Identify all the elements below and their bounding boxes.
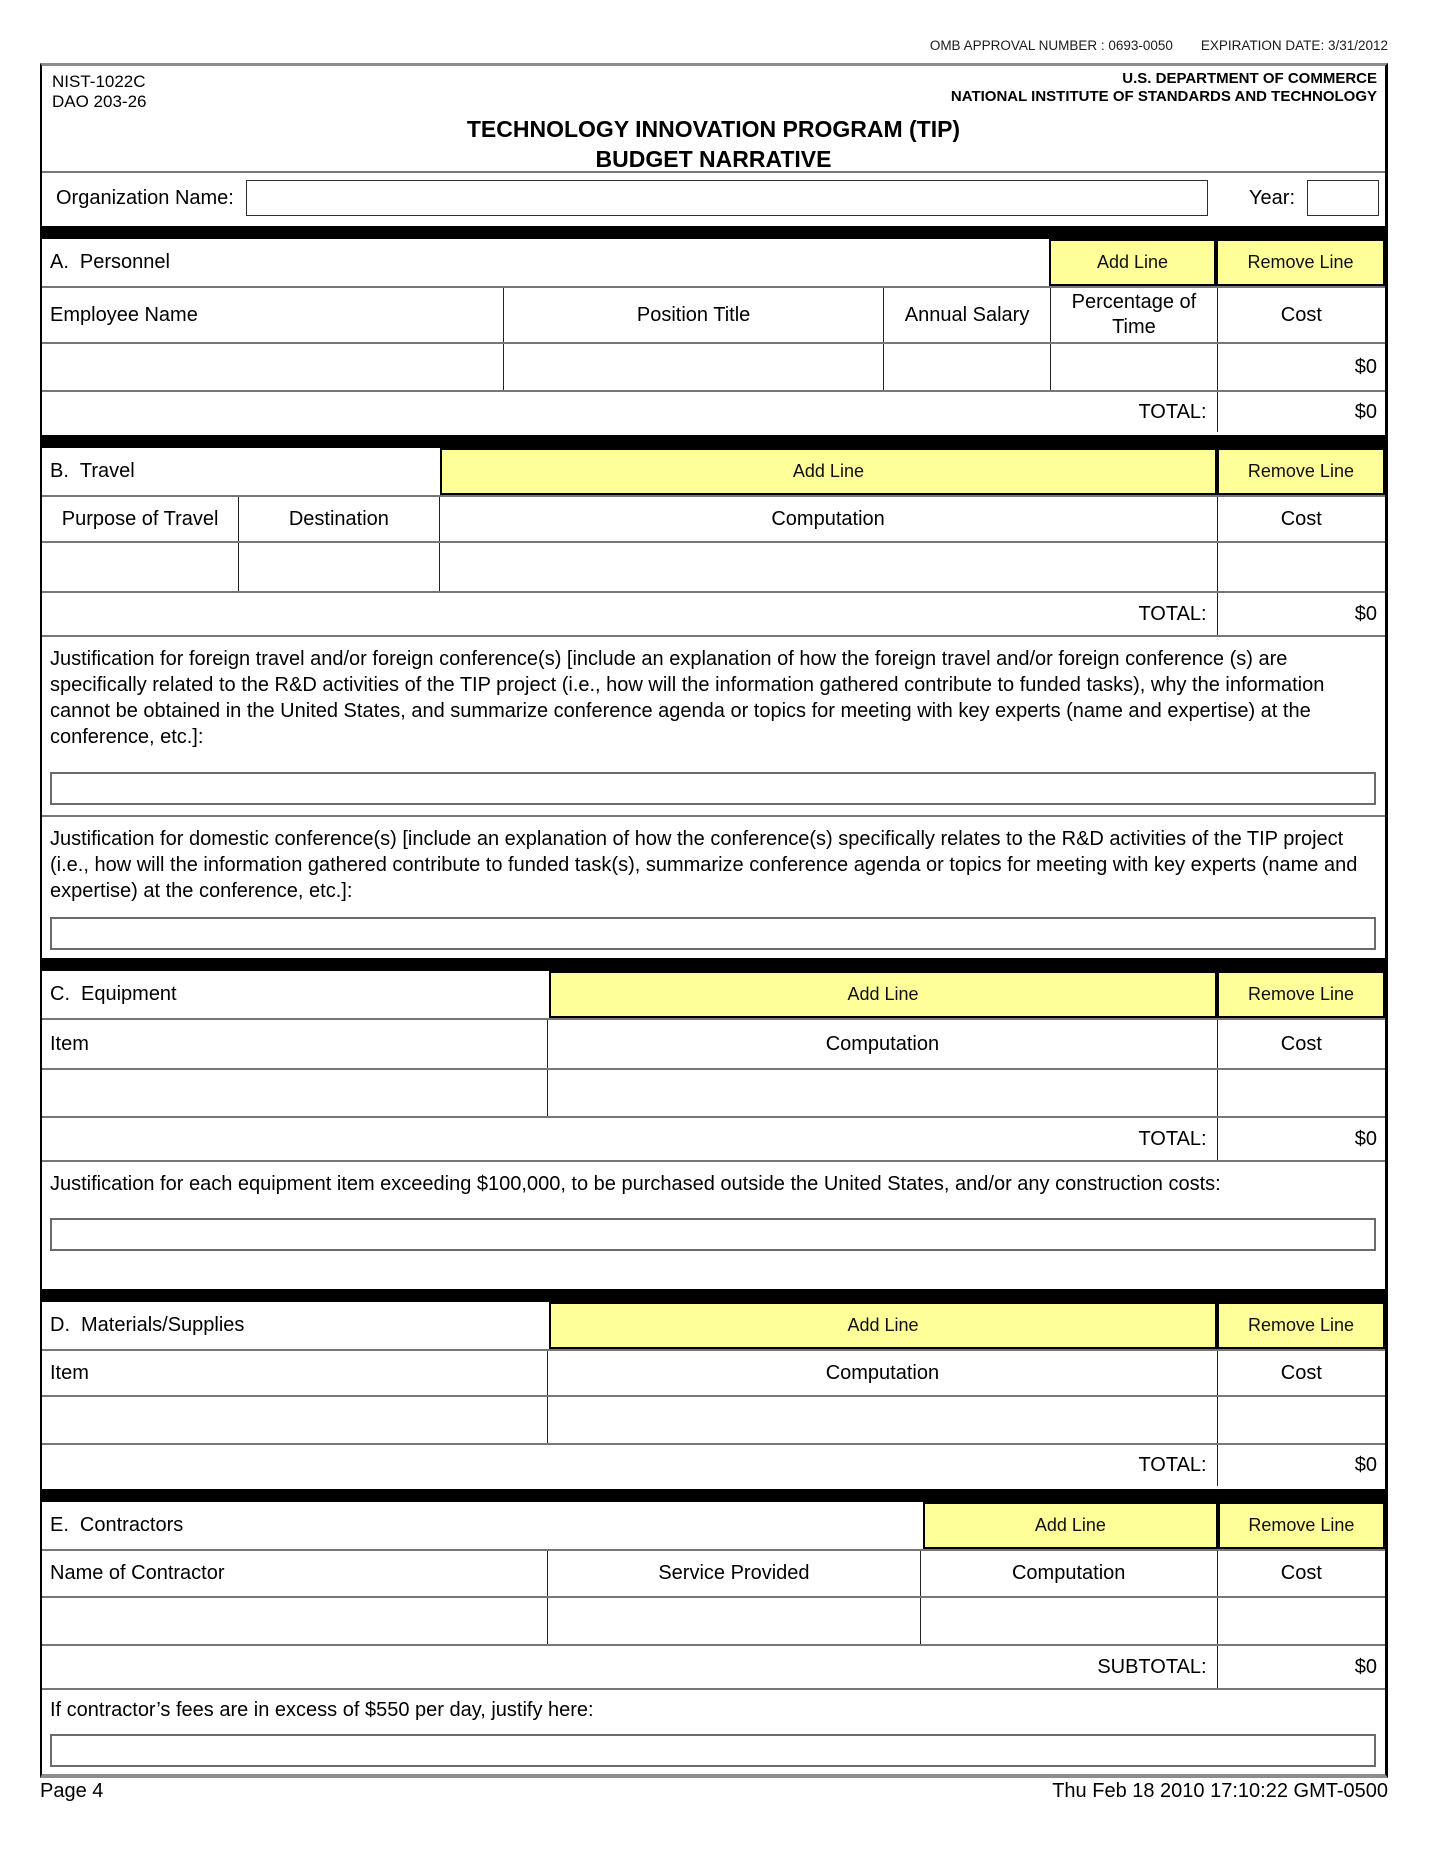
form-number-block (52, 72, 147, 112)
personnel-section-header (42, 239, 1385, 286)
equipment-total-label: TOTAL: (1138, 1127, 1207, 1150)
foreign-travel-justification-text: Justification for foreign travel and/or foreign conference(s) [include an explanation of how the foreign travel and/or foreign conference (s) are specifically related to the R&D activities of the TIP project (i.e., how will the information gathered contribute to funded tasks), why the information cannot be obtained in the United States, and summarize conference agenda or topics for meeting with key experts (name and expertise) at the conference, etc.]: (50, 648, 1325, 748)
materials-section-name: Materials/Supplies (81, 1314, 245, 1336)
form-title-block (42, 114, 1385, 174)
materials-data-row (42, 1395, 1385, 1443)
col-travel-cost: Cost (1217, 497, 1385, 541)
travel-section-letter: B. (50, 460, 69, 482)
contractors-section-name: Contractors (79, 1514, 184, 1536)
contractors-section-header (42, 1502, 1385, 1549)
travel-total-label: TOTAL: (1138, 602, 1207, 625)
travel-section-header (42, 448, 1385, 495)
contractor-fees-justification-input[interactable] (50, 1734, 1376, 1767)
foreign-travel-justification-cell (42, 635, 1385, 815)
year-group (1249, 180, 1385, 216)
remove-line-button-materials[interactable]: Remove Line (1217, 1302, 1385, 1349)
equipment-justification-cell (42, 1160, 1385, 1286)
add-line-button-materials[interactable]: Add Line (549, 1302, 1217, 1349)
department-name: U.S. DEPARTMENT OF COMMERCE (1122, 70, 1377, 87)
col-contractors-cost: Cost (1217, 1551, 1385, 1596)
personnel-data-row (42, 342, 1385, 390)
section-divider-bar (42, 432, 1385, 448)
col-annual-salary: Annual Salary (883, 288, 1050, 342)
materials-section-header (42, 1302, 1385, 1349)
col-service-provided: Service Provided (547, 1551, 920, 1596)
col-equipment-item: Item (50, 1032, 89, 1055)
personnel-row-cost: $0 (1217, 344, 1385, 390)
form-number: NIST-1022C (52, 72, 146, 91)
personnel-employee-name-cell[interactable] (42, 344, 503, 390)
foreign-travel-justification-input[interactable] (50, 772, 1376, 805)
travel-section-label (42, 448, 440, 495)
col-destination: Destination (238, 497, 438, 541)
equipment-column-headers (42, 1018, 1385, 1068)
contractors-column-headers (42, 1549, 1385, 1596)
materials-column-headers (42, 1349, 1385, 1395)
section-divider-bar (42, 1286, 1385, 1302)
equipment-cost-cell (1217, 1070, 1385, 1116)
organization-name-input[interactable] (246, 180, 1208, 216)
col-name-of-contractor: Name of Contractor (50, 1562, 225, 1584)
equipment-section-letter: C. (50, 983, 70, 1005)
col-purpose-of-travel: Purpose of Travel (61, 507, 219, 530)
equipment-justification-input[interactable] (50, 1218, 1376, 1251)
personnel-column-headers (42, 286, 1385, 342)
add-line-button-travel[interactable]: Add Line (440, 448, 1217, 495)
equipment-computation-cell[interactable] (547, 1070, 1217, 1116)
omb-approval-line (930, 38, 1388, 53)
travel-purpose-cell[interactable] (42, 543, 238, 591)
form-subtitle: BUDGET NARRATIVE (595, 146, 832, 172)
materials-section-letter: D. (50, 1314, 70, 1336)
personnel-position-title-cell[interactable] (503, 344, 883, 390)
organization-row (42, 171, 1385, 223)
personnel-section-label (42, 239, 1049, 286)
year-input[interactable] (1307, 180, 1379, 216)
equipment-section-label (42, 971, 549, 1018)
col-position-title: Position Title (503, 288, 883, 342)
col-materials-computation: Computation (547, 1351, 1217, 1395)
personnel-section-name: Personnel (79, 251, 170, 273)
contractors-cost-cell (1217, 1598, 1385, 1644)
remove-line-button-travel[interactable]: Remove Line (1217, 448, 1385, 495)
section-divider-bar (42, 1486, 1385, 1502)
form-title: TECHNOLOGY INNOVATION PROGRAM (TIP) (466, 116, 961, 142)
travel-total-value: $0 (1217, 593, 1385, 635)
materials-total-label: TOTAL: (1138, 1454, 1207, 1476)
col-materials-cost: Cost (1217, 1351, 1385, 1395)
expiration-date: EXPIRATION DATE: 3/31/2012 (1200, 38, 1388, 53)
contractors-subtotal-label: SUBTOTAL: (1097, 1655, 1207, 1678)
equipment-justification-text: Justification for each equipment item exceeding $100,000, to be purchased outside the United States, and/or any construction costs: (50, 1173, 1221, 1195)
personnel-section-letter: A. (50, 251, 69, 273)
col-equipment-computation: Computation (547, 1020, 1217, 1068)
col-percentage-of-time: Percentage of Time (1050, 288, 1216, 342)
add-line-button-contractors[interactable]: Add Line (923, 1502, 1218, 1549)
remove-line-button-equipment[interactable]: Remove Line (1217, 971, 1385, 1018)
col-contractors-computation: Computation (920, 1551, 1217, 1596)
budget-narrative-form (40, 63, 1388, 1778)
remove-line-button-personnel[interactable]: Remove Line (1216, 239, 1385, 286)
page-footer (40, 1780, 1388, 1803)
travel-cost-cell (1217, 543, 1385, 591)
equipment-total-value: $0 (1217, 1118, 1385, 1160)
travel-column-headers (42, 495, 1385, 541)
personnel-total-value: $0 (1217, 392, 1385, 432)
contractors-name-cell[interactable] (42, 1598, 547, 1644)
section-divider-bar (42, 955, 1385, 971)
contractors-service-cell[interactable] (547, 1598, 920, 1644)
page-number: Page 4 (40, 1780, 104, 1802)
domestic-conference-justification-input[interactable] (50, 917, 1376, 950)
equipment-section-header (42, 971, 1385, 1018)
organization-name-label: Organization Name: (56, 186, 234, 209)
contractor-fees-justification-cell (42, 1688, 1385, 1774)
materials-total-row (42, 1443, 1385, 1486)
contractor-fees-note: If contractor’s fees are in excess of $550 per day, justify here: (50, 1699, 594, 1721)
equipment-data-row (42, 1068, 1385, 1116)
materials-item-cell[interactable] (42, 1397, 547, 1443)
institute-name: NATIONAL INSTITUTE OF STANDARDS AND TECHNOLOGY (950, 88, 1377, 105)
personnel-percentage-cell[interactable] (1050, 344, 1216, 390)
personnel-total-label: TOTAL: (1138, 400, 1207, 423)
section-divider-bar (42, 223, 1385, 239)
dao-number: DAO 203-26 (52, 92, 147, 111)
travel-section-name: Travel (79, 460, 135, 482)
col-travel-computation: Computation (439, 497, 1217, 541)
domestic-conference-justification-cell (42, 815, 1385, 955)
contractors-subtotal-value: $0 (1217, 1646, 1385, 1688)
contractors-data-row (42, 1596, 1385, 1644)
equipment-item-cell[interactable] (42, 1070, 547, 1116)
year-label: Year: (1249, 186, 1295, 209)
col-equipment-cost: Cost (1217, 1020, 1385, 1068)
omb-approval-number: OMB APPROVAL NUMBER : 0693-0050 (929, 38, 1173, 53)
materials-total-value: $0 (1217, 1445, 1385, 1486)
remove-line-button-contractors[interactable]: Remove Line (1218, 1502, 1385, 1549)
materials-section-label (42, 1302, 549, 1349)
col-personnel-cost: Cost (1217, 288, 1385, 342)
contractors-computation-cell[interactable] (920, 1598, 1217, 1644)
contractors-section-label (42, 1502, 923, 1549)
travel-total-row (42, 591, 1385, 635)
contractors-subtotal-row (42, 1644, 1385, 1688)
add-line-button-equipment[interactable]: Add Line (549, 971, 1217, 1018)
col-employee-name: Employee Name (50, 303, 198, 326)
equipment-section-name: Equipment (81, 983, 177, 1005)
materials-cost-cell (1217, 1397, 1385, 1443)
materials-computation-cell[interactable] (547, 1397, 1217, 1443)
personnel-total-row (42, 390, 1385, 432)
travel-destination-cell[interactable] (238, 543, 438, 591)
form-header (42, 66, 1385, 171)
equipment-total-row (42, 1116, 1385, 1160)
contractors-section-letter: E. (50, 1514, 69, 1536)
travel-computation-cell[interactable] (439, 543, 1217, 591)
timestamp: Thu Feb 18 2010 17:10:22 GMT-0500 (1052, 1780, 1388, 1802)
col-materials-item: Item (50, 1361, 89, 1384)
personnel-annual-salary-cell[interactable] (883, 344, 1050, 390)
travel-data-row (42, 541, 1385, 591)
add-line-button-personnel[interactable]: Add Line (1049, 239, 1216, 286)
agency-block (951, 70, 1377, 106)
domestic-conference-justification-text: Justification for domestic conference(s) [include an explanation of how the conference(s) specifically relates to the R&D activities of the TIP project (i.e., how will the information gathered contribute to funded task(s), summarize conference agenda or topics for meeting with key experts (name and expertise) at the conference, etc.]: (50, 828, 1358, 902)
